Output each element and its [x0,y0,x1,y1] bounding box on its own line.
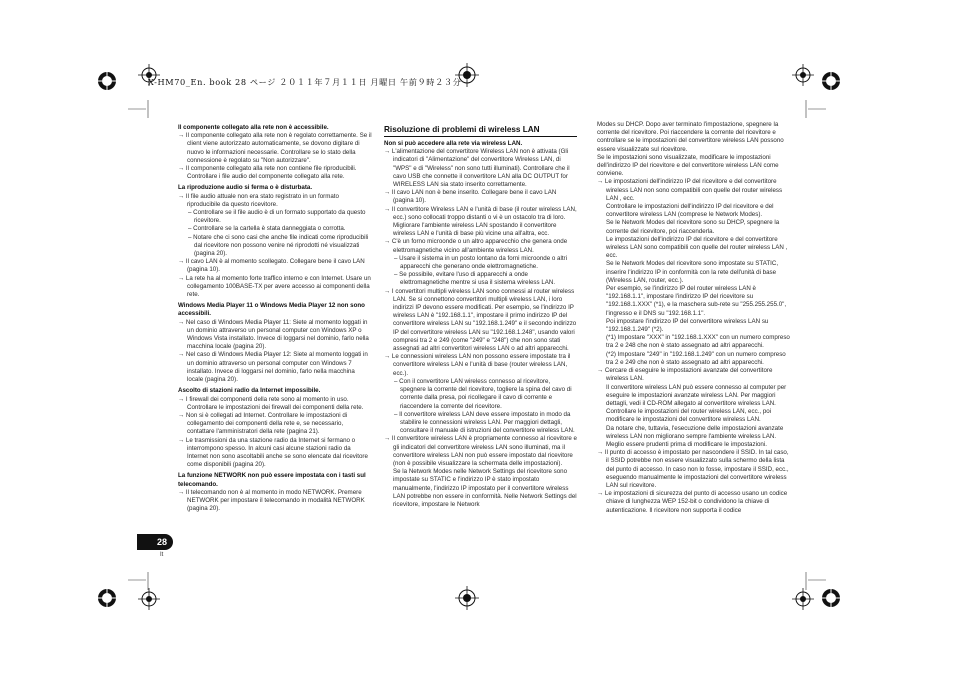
paragraph: (*2) Impostare "249" in "192.168.1.249" con un numero compreso tra 2 e 249 che non è stato assegnato ad altri apparecchi. [606,350,786,366]
paragraph: (*1) Impostare "XXX" in "192.168.1.XXX" con un numero compreso tra 2 e 248 che non è stato assegnato ad altri apparecchi. [606,334,790,350]
column-1 [178,121,372,513]
paragraph: – Controllare se la cartella è stata danneggiata o corrotta. [188,225,346,233]
paragraph: Per esempio, se l'indirizzo IP del router wireless LAN è "192.168.1.1", impostare l'indirizzo IP del ricevitore su "192.168.1.XXX" (*1), e la maschera sub-rete su "255.255.255.0", l'ingresso e il DNS su "192.168.1.1". [606,285,787,317]
paragraph: → Non si è collegati ad Internet. Controllare le impostazioni di collegamento dei componenti della rete e, se necessario, contattare l'amministratori della rete (pagina 21). [178,411,348,436]
paragraph: → I firewall dei componenti della rete sono al momento in uso. Controllare le impostazioni dei firewall dei componenti della rete. [178,395,364,411]
paragraph: → Nel caso di Windows Media Player 11: Siete al momento loggati in un dominio attraverso un personal computer con Windows XP o Windows Vista installato. Invece di loggarsi nel dominio, farlo nella macchina locale (pagina 20). [178,318,369,351]
paragraph: → I convertitori multipli wireless LAN sono connessi al router wireless LAN. Se si connettono convertitori multipli wireless LAN, i loro indirizzi IP devono essere modificati. Per esempio, se l'indirizzo IP wireless LAN è "192.168.1.1", impostare il primo indirizzo IP del convertitore wireless LAN su "192.168.1.249" e il secondo indirizzo IP del convertitore wireless LAN su "192.168.1.248", usando valori compresi tra 2 e 249 (come "249" e "248") che non sono stati assegnati ad altri convertitori wireless LAN o ad altri apparecchi. [384,287,577,353]
paragraph: → Le impostazioni di sicurezza del punto di accesso usano un codice chiave di lunghezza WEP 152-bit o condividono la chiave di autenticazione. Il ricevitore non supporta il codice [597,490,788,514]
subheading: Ascolto di stazioni radio da Internet impossibile. [178,387,321,395]
paragraph: – Usare il sistema in un posto lontano da forni microonde o altri apparecchi che generano onde elettromagnetiche. [394,254,567,271]
paragraph: Se le impostazioni sono visualizzate, modificare le impostazioni dell'indirizzo IP del ricevitore e del convertitore wireless LAN come conviene. [597,153,779,178]
paragraph: → Le trasmissioni da una stazione radio da Internet si fermano o interrompono spesso. In alcuni casi alcune stazioni radio da Internet non sono ascoltabili anche se sono elencate dal ricevitore come disponibili (pagina 20). [178,436,368,469]
paragraph: → Il telecomando non è al momento in modo NETWORK. Premere NETWORK per impostare il telecomando in modalità NETWORK (pagina 20). [178,488,365,513]
paragraph: → Cercare di eseguire le impostazioni avanzate del convertitore wireless LAN. [597,367,773,383]
paragraph: → L'alimentazione del convertitore Wireless LAN non è attivata (Gli indicatori di "Alimentazione" del convertitore Wireless LAN, di "WPS" e di "Wireless" non sono tutti illuminati). Controllare che il cavo USB che connette il convertitore LAN alla DC OUTPUT for WIRELESS LAN sia stato inserito correttamente. [384,148,570,189]
subheading: Non si può accedere alla rete via wireless LAN. [384,140,523,147]
paragraph: → Il file audio attuale non era stato registrato in un formato riproducibile da questo ricevitore. [178,192,339,208]
subheading: Windows Media Player 11 o Windows Media Player 12 non sono accessibili. [178,302,365,318]
paragraph: – Se possibile, evitare l'uso di apparecchi a onde elettromagnetiche mentre si usa il sistema wireless LAN. [394,271,556,287]
subheading: La riproduzione audio si ferma o è disturbata. [178,184,313,192]
paragraph: → Il componente collegato alla rete non è regolato correttamente. Se il client viene autorizzato automaticamente, se dovono digitare di nuovo le informazioni necessarie. Controllare se lo stato della connessione è regolato su "Non autorizzare". [178,132,372,164]
paragraph: → C'è un forno microonde o un altro apparecchio che genera onde elettromagnetiche vicino all'ambiente wireless LAN. [384,238,568,254]
paragraph: Poi impostare l'indirizzo IP del convertitore wireless LAN su "192.168.1.249" (*2). [606,317,769,334]
paragraph: – Controllare se il file audio è di un formato supportato da questo ricevitore. [188,209,366,225]
paragraph: → Nel caso di Windows Media Player 12: Siete al momento loggati in un dominio attraverso un personal computer con Windows 7 installato. Invece di loggarsi nel dominio, farlo nella macchina locale (pagina 20). [178,351,368,384]
column-3 [597,121,790,515]
paragraph: Se le Network Modes del ricevitore sono su DHCP, spegnere la corrente del ricevitore, poi riaccenderla. [606,219,780,235]
language-tag: It [160,552,164,558]
paragraph: → Le connessioni wireless LAN non possono essere impostate tra il convertitore wireless LAN e l'unità di base (router wireless LAN, ecc.). [384,353,571,377]
paragraph: Modes su DHCP. Dopo aver terminato l'impostazione, spegnere la corrente del ricevitore. Poi riaccendere la corrente del ricevitore e controllare se le impostazioni del convertitore wireless LAN possono essere visualizzate sul ricevitore. [597,121,784,153]
subheading: Il componente collegato alla rete non è accessibile. [178,124,329,131]
column-2 [384,124,577,509]
paragraph: Controllare le impostazioni dell'indirizzo IP del ricevitore e del convertitore wireless LAN (comprese le Network Modes). [606,203,774,219]
paragraph: → La rete ha al momento forte traffico interno e con Internet. Usare un collegamento 100BASE-TX per avere accesso ai componenti della rete. [178,274,371,299]
paragraph: → Il punto di accesso è impostato per nascondere il SSID. In tal caso, il SSID potrebbe non essere visualizzato sulla schermo della lista del punto di accesso. In caso non lo fosse, impostare il SSID, ecc., eseguendo manualmente le impostazioni del convertitore wireless LAN sul ricevitore. [597,449,789,489]
paragraph: – Notare che ci sono casi che anche file indicati come riproducibili dal ricevitore non possono venire né riprodotti né visualizzati (pagina 20). [188,233,369,258]
page-number: 28 [137,534,173,550]
subheading: La funzione NETWORK non può essere impostata con i tasti sul telecomando. [178,472,366,488]
print-header: X-HM70_En. book 28 ページ ２０１１年７月１１日 月曜日 午前９時２３分 [148,77,462,87]
paragraph: Se le Network Modes del ricevitore sono impostate su STATIC, inserire l'indirizzo IP in conformità con la rete dell'unità di base (Wireless LAN, router, ecc.). [606,260,779,284]
paragraph: Se la Network Modes nelle Network Settings del ricevitore sono impostate su STATIC e l'indirizzo IP è stato impostato manualmente, l'indirizzo IP impostato per il convertitore wireless LAN potrebbe non essere in conformità. Nelle Network Settings del ricevitore, impostare le Network [393,468,577,508]
paragraph: → Il convertitore Wireless LAN e l'unità di base (il router wireless LAN, ecc.) sono collocati troppo distanti o vi è un ostacolo tra di loro. Migliorare l'ambiente wireless LAN spostando il convertitore wireless LAN e l'unità di base più vicine una all'altra, ecc. [384,205,577,238]
section-title: Risoluzione di problemi di wireless LAN [384,124,577,137]
paragraph: Le impostazioni dell'indirizzo IP del ricevitore e del convertitore wireless LAN sono compatibili con quelle del router wireless LAN , ecc. [606,235,788,260]
paragraph: → Il cavo LAN non è bene inserito. Collegare bene il cavo LAN (pagina 10). [384,189,557,205]
paragraph: – Con il convertitore LAN wireless connesso al ricevitore, spegnere la corrente del ricevitore, togliere la spina del cavo di corrente dalla presa, poi ricollegare il cavo di corrente e riaccendere la corrente del ricevitore. [394,377,572,410]
paragraph: → Il cavo LAN è al momento scollegato. Collegare bene il cavo LAN (pagina 10). [178,258,365,274]
paragraph: → Il convertitore wireless LAN è propriamente connesso al ricevitore e gli indicatori del convertitore wireless LAN sono illuminati, ma il convertitore wireless LAN non può essere impostato dal ricevitore (non è possibile visualizzare la schermata delle impostazioni). [384,435,577,467]
paragraph: – Il convertitore wireless LAN deve essere impostato in modo da stabilire le connessioni wireless LAN. Per maggiori dettagli, consultare il manuale di istruzioni del convertitore wireless LAN. [394,410,575,435]
paragraph: → Il componente collegato alla rete non contiene file riproducibili. Controllare i file audio del componente collegato alla rete. [178,165,357,181]
paragraph: → Le impostazioni dell'indirizzo IP del ricevitore e del convertitore wireless LAN non sono compatibili con quelle del router wireless LAN , ecc. [597,178,783,202]
paragraph: Da notare che, tuttavia, l'esecuzione delle impostazioni avanzate wireless LAN non migliorano sempre l'ambiente wireless LAN. Meglio essere prudenti prima di modificare le impostazioni. [606,424,784,448]
paragraph: Il convertitore wireless LAN può essere connesso al computer per eseguire le impostazioni avanzate wireless LAN. Per maggiori dettagli, vedi il CD-ROM allegato al convertitore wireless LAN. Controllare le impostazioni del router wireless LAN, ecc., poi modificare le impostazioni del convertitore wireless LAN. [606,383,787,424]
